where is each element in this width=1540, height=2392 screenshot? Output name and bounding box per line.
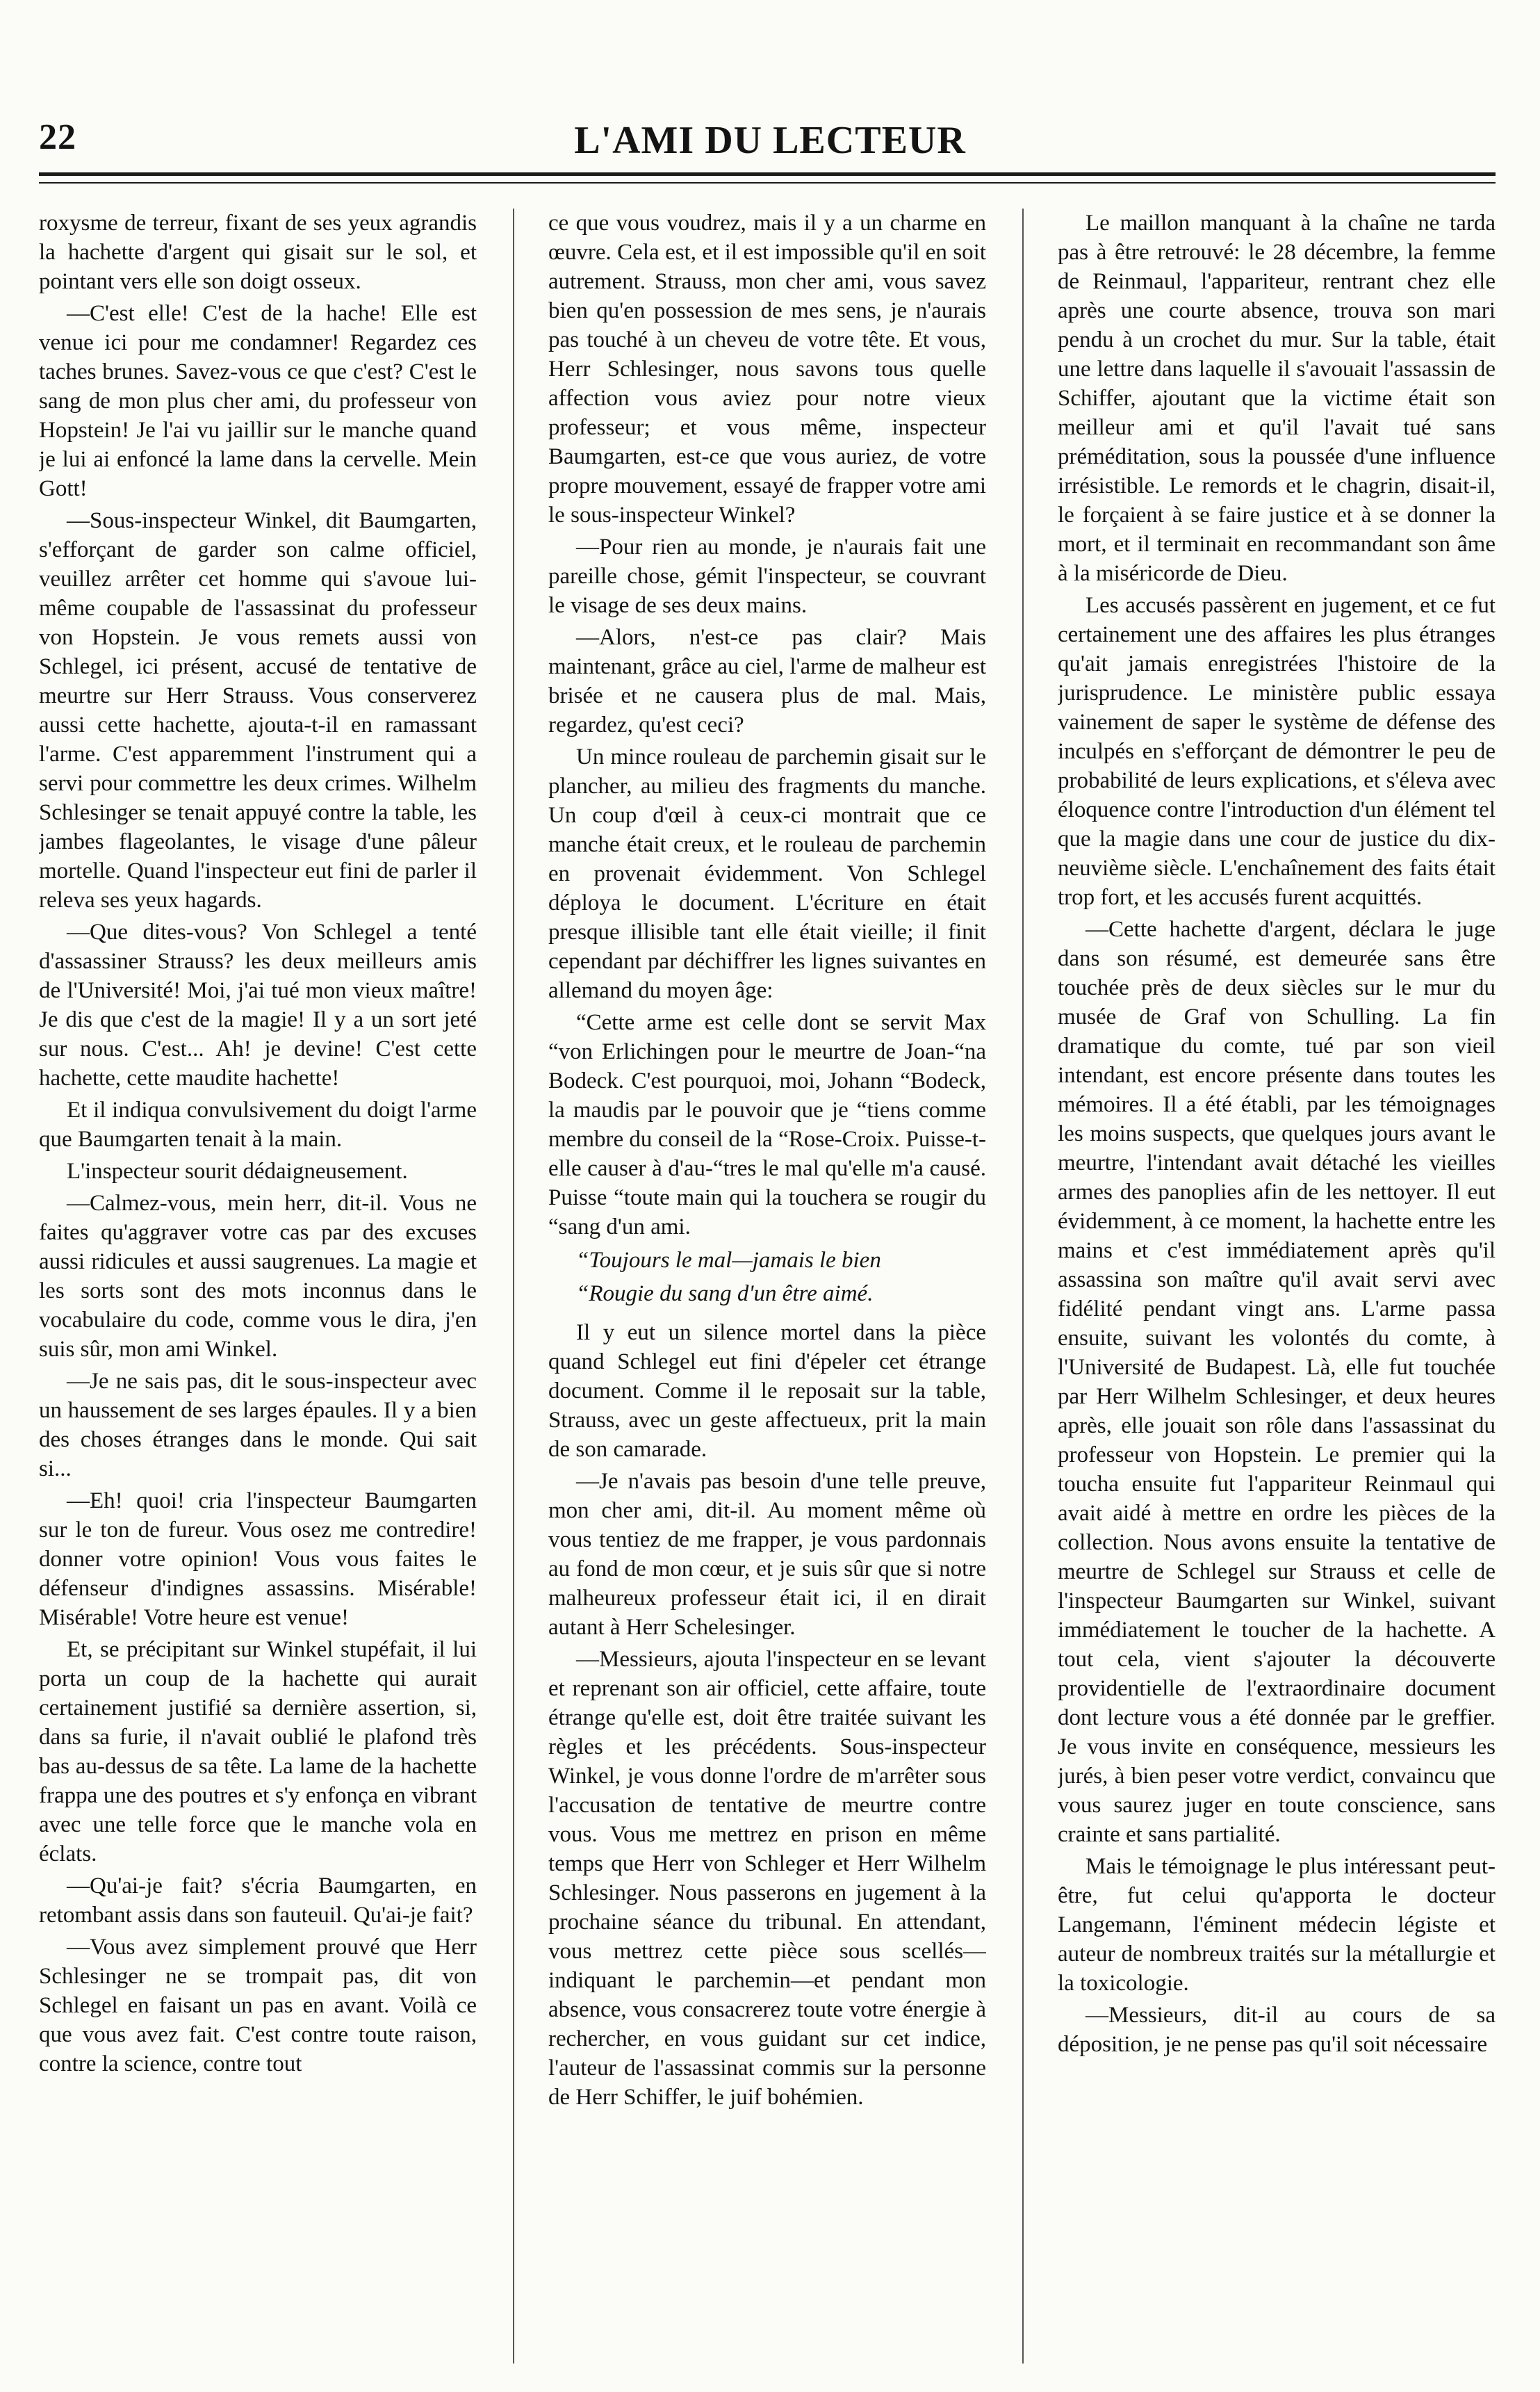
paragraph: —Messieurs, ajouta l'inspecteur en se levant et reprenant son air officiel, cette affaire, toute étrange qu'elle est, doit être traitée suivant les règles et les précédents. Sous-inspecteur Winkel, je vous donne l'ordre de m'arrêter sous l'accusation de tentative de meurtre contre vous. Vous me mettrez en prison en même temps que Herr von Schleger et Herr Wilhelm Schlesinger. Nous passerons en jugement à la prochaine séance du tribunal. En attendant, vous mettrez cette pièce sous scellés—indiquant le parchemin—et pendant mon absence, vous consacrerez toute votre énergie à rechercher, en vous guidant sur cet indice, l'auteur de l'assassinat commis sur la personne de Herr Schiffer, le juif bohémien. xyxy=(548,1647,986,2110)
paragraph: roxysme de terreur, fixant de ses yeux agrandis la hachette d'argent qui gisait sur le sol, et pointant vers elle son doigt osseux. xyxy=(39,211,477,294)
paragraph: —Alors, n'est-ce pas clair? Mais maintenant, grâce au ciel, l'arme de malheur est brisée et ne causera plus de mal. Mais, regardez, qu'est ceci? xyxy=(548,625,986,738)
column-separator xyxy=(513,209,514,2363)
column-separator xyxy=(1022,209,1024,2363)
poem-line: “Rougie du sang d'un être aimé. xyxy=(576,1281,874,1306)
poem-line: “Toujours le mal—jamais le bien xyxy=(576,1248,881,1273)
paragraph: Mais le témoignage le plus intéressant peut-être, fut celui qu'apporta le docteur Langemann, l'éminent médecin légiste et auteur de nombreux traités sur la métallurgie et la toxicologie. xyxy=(1058,1854,1496,1996)
column-1 xyxy=(39,209,477,2370)
column-2 xyxy=(548,209,986,2370)
page-number: 22 xyxy=(39,117,76,157)
journal-title: L'AMI DU LECTEUR xyxy=(574,119,966,162)
header-rule-thin xyxy=(39,182,1496,184)
paragraph: —Messieurs, dit-il au cours de sa déposition, je ne pense pas qu'il soit nécessaire xyxy=(1058,2003,1496,2057)
quoted-inscription: “Cette arme est celle dont se servit Max “von Erlichingen pour le meurtre de Joan-“na Bodeck. C'est pourquoi, moi, Johann “Bodeck, la maudis par le pouvoir que je “tiens comme membre du conseil de la “Rose-Croix. Puisse-t-elle causer à d'au-“tres le mal qu'elle m'a causé. Puisse “toute main qui la touchera se rougir du “sang d'un ami. xyxy=(548,1010,986,1239)
paragraph: —Que dites-vous? Von Schlegel a tenté d'assassiner Strauss? les deux meilleurs amis de l'Université! Moi, j'ai tué mon vieux maître! Je dis que c'est de la magie! Il y a un sort jeté sur nous. C'est... Ah! je devine! C'est cette hachette, cette maudite hachette! xyxy=(39,920,477,1091)
paragraph: —Calmez-vous, mein herr, dit-il. Vous ne faites qu'aggraver votre cas par des excuses aussi ridicules et aussi saugrenues. La magie et les sorts sont des mots inconnus dans le vocabulaire du code, comme vous le dira, j'en suis sûr, mon ami Winkel. xyxy=(39,1191,477,1362)
paragraph: —Je n'avais pas besoin d'une telle preuve, mon cher ami, dit-il. Au moment même où vous tentiez de me frapper, je vous pardonnais au fond de mon cœur, et je suis sûr que si notre malheureux professeur était ici, il en dirait autant à Herr Schelesinger. xyxy=(548,1469,986,1640)
paragraph: —Vous avez simplement prouvé que Herr Schlesinger ne se trompait pas, dit von Schlegel en faisant un pas en avant. Voilà ce que vous avez fait. C'est contre toute raison, contre la science, contre tout xyxy=(39,1935,477,2076)
paragraph: —Qu'ai-je fait? s'écria Baumgarten, en retombant assis dans son fauteuil. Qu'ai-je fait? xyxy=(39,1873,477,1928)
header-rule-thick xyxy=(39,172,1496,176)
paragraph: —Eh! quoi! cria l'inspecteur Baumgarten sur le ton de fureur. Vous osez me contredire! donner votre opinion! Vous vous faites le défenseur d'indignes assassins. Misérable! Misérable! Votre heure est venue! xyxy=(39,1488,477,1630)
paragraph: —Cette hachette d'argent, déclara le juge dans son résumé, est demeurée sans être touchée près de deux siècles sur le mur du musée de Graf von Schulling. La fin dramatique du comte, tué par son vieil intendant, est encore présente dans toutes les mémoires. Il a été établi, par les témoignages les moins suspects, que quelques jours avant le meurtre, l'intendant avait détaché les vieilles armes des panoplies afin de les nettoyer. Il eut évidemment, à ce moment, la hachette entre les mains et c'est immédiatement après qu'il assassina son maître qu'il avait servi avec fidélité pendant vingt ans. L'arme passa ensuite, suivant les volontés du comte, à l'Université de Budapest. Là, elle fut touchée par Herr Wilhelm Schlesinger, et deux heures après, elle jouait son rôle dans l'assassinat du professeur von Hopstein. Le premier qui la toucha ensuite fut l'appariteur Reinmaul qui avait aidé à mettre en ordre les pièces de la collection. Nous avons ensuite la tentative de meurtre de Schlegel sur Strauss et celle de l'inspecteur Baumgarten sur Winkel, suivant immédiatement le toucher de la hachette. A tout cela, vient s'ajouter la découverte providentielle de l'extraordinaire document dont lecture vous a été donnée par le greffier. Je vous invite en conséquence, messieurs les jurés, à bien peser votre verdict, convaincu que vous saurez juger en toute conscience, sans crainte et sans partialité. xyxy=(1058,917,1496,1847)
paragraph: L'inspecteur sourit dédaigneusement. xyxy=(67,1159,408,1184)
column-3 xyxy=(1058,209,1496,2370)
paragraph: Le maillon manquant à la chaîne ne tarda pas à être retrouvé: le 28 décembre, la femme de Reinmaul, l'appariteur, rentrant chez elle après une courte absence, trouva son mari pendu à un crochet du mur. Sur la table, était une lettre dans laquelle il s'avouait l'assassin de Schiffer, ajoutant que la victime était son meilleur ami et qu'il l'avait tué sans préméditation, sous la poussée d'une influence irrésistible. Le remords et le chagrin, disait-il, le forçaient à se faire justice et à se donner la mort, et il terminait en recommandant son âme à la miséricorde de Dieu. xyxy=(1058,211,1496,586)
paragraph: —Sous-inspecteur Winkel, dit Baumgarten, s'efforçant de garder son calme officiel, veuillez arrêter cet homme qui s'avoue lui-même coupable de l'assassinat du professeur von Hopstein. Je vous remets aussi von Schlegel, ici présent, accusé de tentative de meurtre sur Herr Strauss. Vous conserverez aussi cette hachette, ajouta-t-il en ramassant l'arme. C'est apparemment l'instrument qui a servi pour commettre les deux crimes. Wilhelm Schlesinger se tenait appuyé contre la table, les jambes flageolantes, le visage d'une pâleur mortelle. Quand l'inspecteur eut fini de parler il releva ses yeux hagards. xyxy=(39,508,477,913)
paragraph: Et, se précipitant sur Winkel stupéfait, il lui porta un coup de la hachette qui aurait certainement justifié sa dernière assertion, si, dans sa furie, il n'avait oublié le plafond très bas au-dessus de sa tête. La lame de la hachette frappa une des poutres et s'y enfonça en vibrant avec une telle force que le manche vola en éclats. xyxy=(39,1637,477,1866)
paragraph: ce que vous voudrez, mais il y a un charme en œuvre. Cela est, et il est impossible qu'il en soit autrement. Strauss, mon cher ami, vous savez bien qu'en possession de mes sens, je n'aurais pas touché à un cheveu de votre tête. Et vous, Herr Schlesinger, nous savons tous quelle affection vous aviez pour notre vieux professeur; et vous même, inspecteur Baumgarten, est-ce que vous auriez, de votre propre mouvement, essayé de frapper votre ami le sous-inspecteur Winkel? xyxy=(548,211,986,528)
paragraph: —Pour rien au monde, je n'aurais fait une pareille chose, gémit l'inspecteur, se couvrant le visage de ses deux mains. xyxy=(548,535,986,618)
paragraph: Les accusés passèrent en jugement, et ce fut certainement une des affaires les plus étranges qu'ait jamais enregistrées l'histoire de la jurisprudence. Le ministère public essaya vainement de saper le système de défense des inculpés en s'efforçant de démontrer le peu de probabilité de leurs explications, et s'éleva avec éloquence contre l'introduction d'un élément tel que la magie dans une cour de justice du dix-neuvième siècle. L'enchaînement des faits était trop fort, et les accusés furent acquittés. xyxy=(1058,593,1496,910)
paragraph: —Je ne sais pas, dit le sous-inspecteur avec un haussement de ses larges épaules. Il y a bien des choses étranges dans le monde. Qui sait si... xyxy=(39,1369,477,1481)
paragraph: —C'est elle! C'est de la hache! Elle est venue ici pour me condamner! Regardez ces taches brunes. Savez-vous ce que c'est? C'est le sang de mon plus cher ami, du professeur von Hopstein! Je l'ai vu jaillir sur le manche quand je lui ai enfoncé la lame dans la cervelle. Mein Gott! xyxy=(39,301,477,501)
paragraph: Il y eut un silence mortel dans la pièce quand Schlegel eut fini d'épeler cet étrange document. Comme il le reposait sur la table, Strauss, avec un geste affectueux, prit la main de son camarade. xyxy=(548,1320,986,1462)
paragraph: Un mince rouleau de parchemin gisait sur le plancher, au milieu des fragments du manche. Un coup d'œil à ceux-ci montrait que ce manche était creux, et le rouleau de parchemin en provenait évidemment. Von Schlegel déploya le document. L'écriture en était presque illisible tant elle était vieille; il finit cependant par déchiffrer les lignes suivantes en allemand du moyen âge: xyxy=(548,745,986,1003)
page-header xyxy=(0,0,1540,167)
text-columns xyxy=(39,209,1496,2370)
paragraph: Et il indiqua convulsivement du doigt l'arme que Baumgarten tenait à la main. xyxy=(39,1098,477,1152)
